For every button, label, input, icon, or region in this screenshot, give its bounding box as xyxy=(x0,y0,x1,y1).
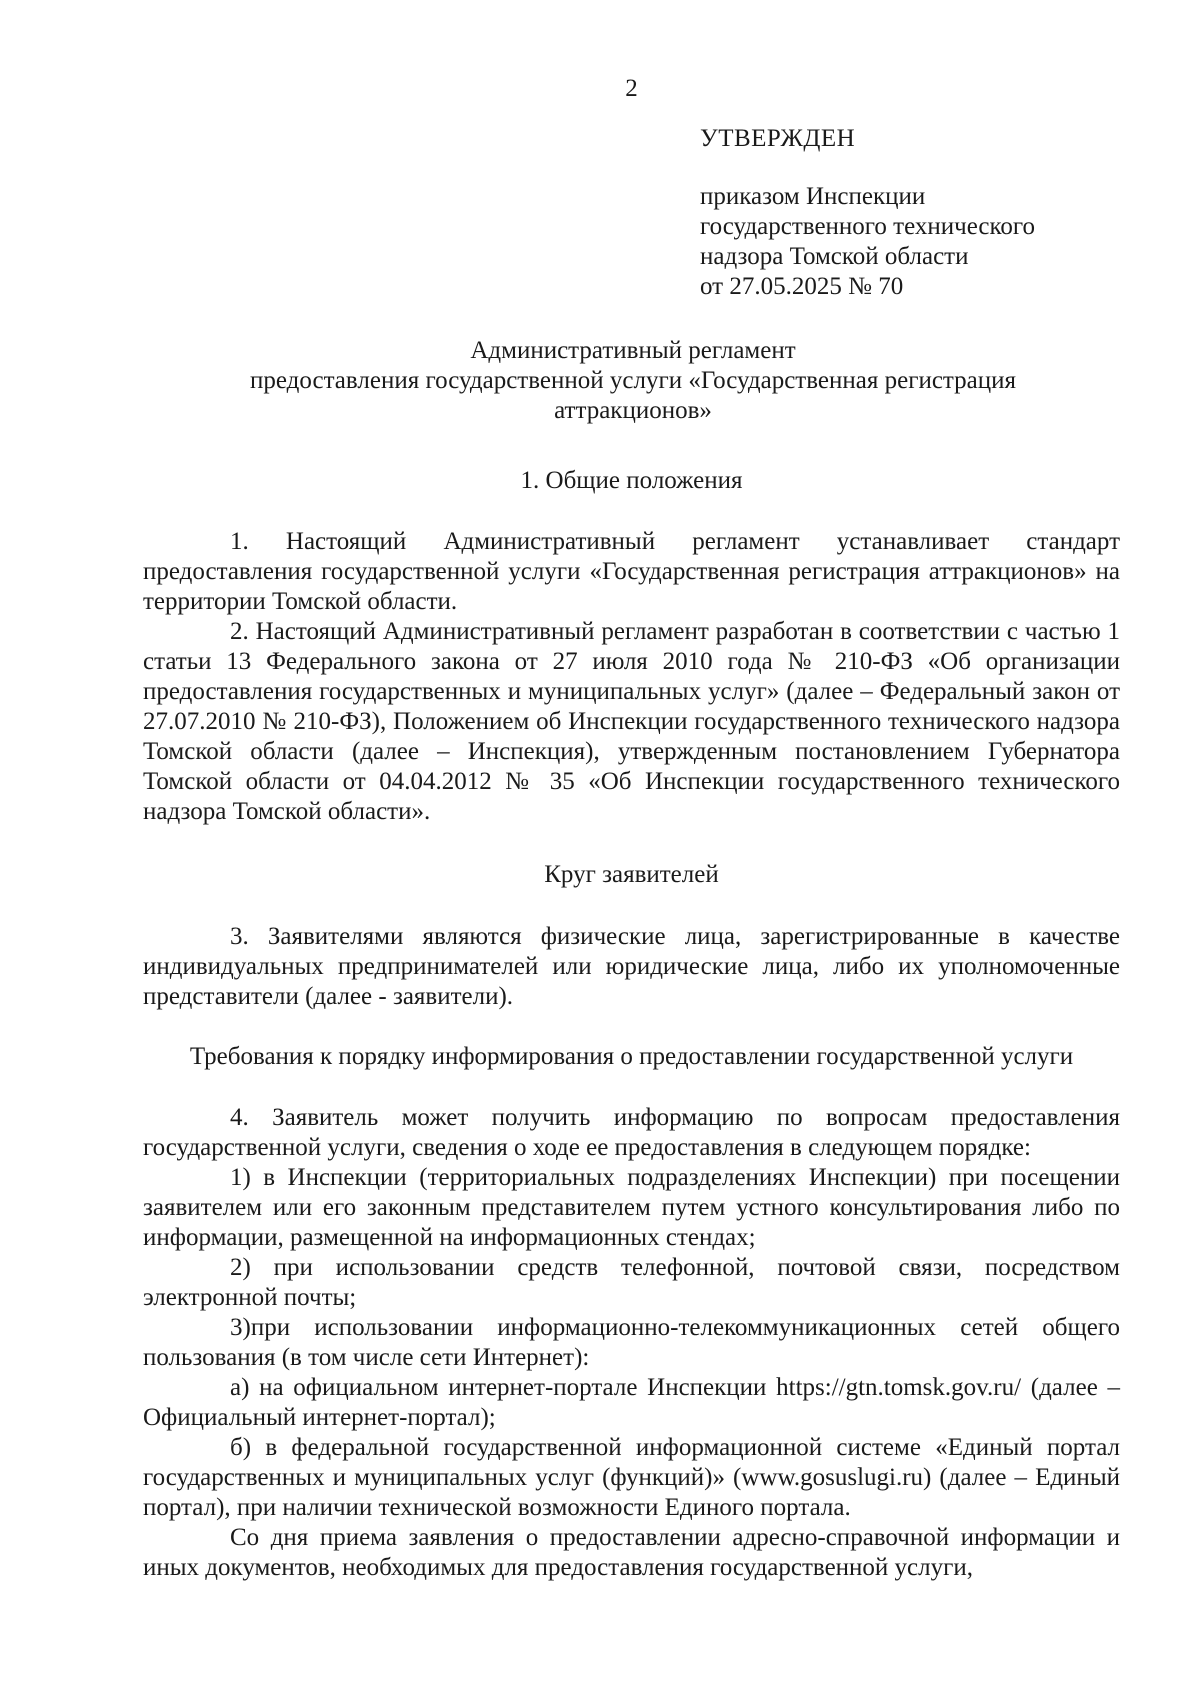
list-item: а) на официальном интернет-портале Инспекции https://gtn.tomsk.gov.ru/ (далее – Официальный интернет-портал); xyxy=(143,1374,1120,1431)
document-title-line: аттракционов» xyxy=(554,397,712,424)
section-heading-general: 1. Общие положения xyxy=(520,467,743,494)
document-title xyxy=(238,336,1028,426)
paragraph: 3. Заявителями являются физические лица, зарегистрированные в качестве индивидуальных предпринимателей или юридические лица, либо их уполномоченные представители (далее - заявители). xyxy=(143,923,1120,1010)
paragraph: 1. Настоящий Административный регламент устанавливает стандарт предоставления государственной услуги «Государственная регистрация аттракционов» на территории Томской области. xyxy=(143,528,1120,615)
approval-title: УТВЕРЖДЕН xyxy=(700,125,856,152)
list-item: 2) при использовании средств телефонной, почтовой связи, посредством электронной почты; xyxy=(143,1254,1120,1311)
section-heading-applicants: Круг заявителей xyxy=(544,861,719,888)
document-title-line: предоставления государственной услуги «Государственная регистрация xyxy=(249,367,1016,394)
list-item: 3)при использовании информационно-телекоммуникационных сетей общего пользования (в том числе сети Интернет): xyxy=(143,1314,1120,1371)
section-body-applicants xyxy=(143,922,1120,1012)
paragraph: 2. Настоящий Административный регламент разработан в соответствии с частью 1 статьи 13 Федерального закона от 27 июля 2010 года № 210-ФЗ «Об организации предоставления государственных и муниципальных услуг» (далее – Федеральный закон от 27.07.2010 № 210-ФЗ), Положением об Инспекции государственного технического надзора Томской области (далее – Инспекция), утвержденным постановлением Губернатора Томской области от 04.04.2012 № 35 «Об Инспекции государственного технического надзора Томской области». xyxy=(143,618,1120,825)
paragraph: Со дня приема заявления о предоставлении адресно-справочной информации и иных документов, необходимых для предоставления государственной услуги, xyxy=(143,1524,1120,1581)
approval-line: приказом Инспекции xyxy=(700,183,926,210)
approval-line: надзора Томской области xyxy=(700,243,969,270)
section-heading-informing: Требования к порядку информирования о предоставлении государственной услуги xyxy=(189,1043,1074,1070)
document-title-line: Административный регламент xyxy=(470,337,796,364)
paragraph: 4. Заявитель может получить информацию по вопросам предоставления государственной услуги, сведения о ходе ее предоставления в следующем порядке: xyxy=(143,1104,1120,1161)
approval-line: государственного технического xyxy=(700,213,1036,240)
list-item: 1) в Инспекции (территориальных подразделениях Инспекции) при посещении заявителем или его законным представителем путем устного консультирования либо по информации, размещенной на информационных стендах; xyxy=(143,1164,1120,1251)
section-body-general xyxy=(143,527,1120,827)
approval-stamp xyxy=(700,124,1160,302)
list-item: б) в федеральной государственной информационной системе «Единый портал государственных и муниципальных услуг (функций)» (www.gosuslugi.ru) (далее – Единый портал), при наличии технической возможности Единого портала. xyxy=(143,1434,1120,1521)
approval-line: от 27.05.2025 № 70 xyxy=(700,273,904,300)
section-body-informing xyxy=(143,1103,1120,1583)
page-number: 2 xyxy=(625,75,638,102)
